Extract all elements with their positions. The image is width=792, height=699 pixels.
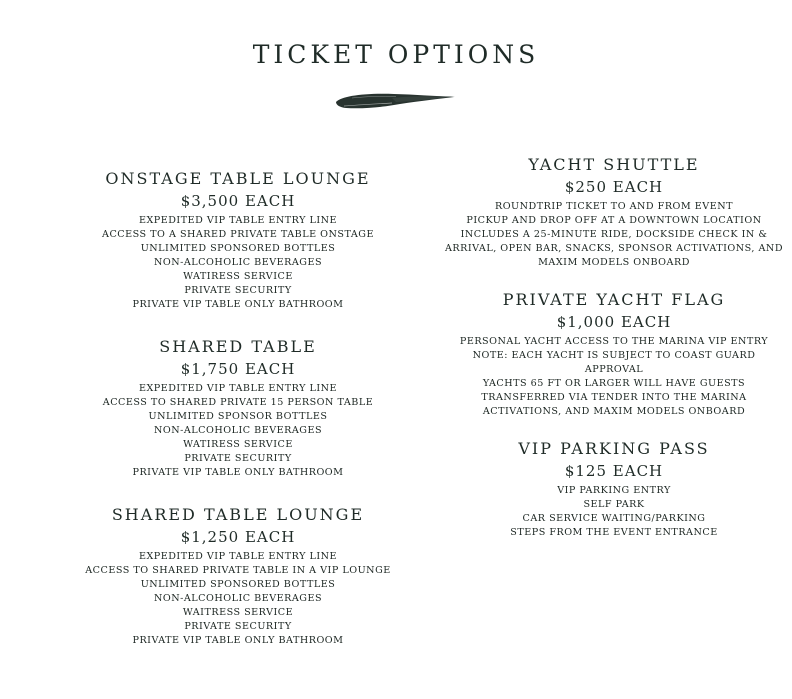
- ticket-feature: ACCESS TO SHARED PRIVATE 15 PERSON TABLE: [102, 397, 374, 408]
- ticket-name: SHARED TABLE: [159, 337, 317, 356]
- ticket-feature: PRIVATE SECURITY: [184, 453, 292, 464]
- ticket-name: PRIVATE YACHT FLAG: [502, 290, 726, 309]
- ticket-feature: PRIVATE VIP TABLE ONLY BATHROOM: [132, 467, 344, 478]
- ticket-feature: NON-ALCOHOLIC BEVERAGES: [153, 425, 323, 436]
- ticket-onstage-table-lounge: [38, 168, 438, 312]
- ticket-feature: EXPEDITED VIP TABLE ENTRY LINE: [138, 215, 338, 226]
- ticket-feature: PRIVATE SECURITY: [184, 621, 292, 632]
- ticket-feature: WATIRESS SERVICE: [183, 439, 293, 450]
- ticket-name: SHARED TABLE LOUNGE: [111, 505, 365, 524]
- ticket-feature: WATIRESS SERVICE: [183, 271, 293, 282]
- left-column: [38, 168, 438, 648]
- ticket-name: YACHT SHUTTLE: [528, 155, 700, 174]
- ticket-feature: NON-ALCOHOLIC BEVERAGES: [153, 593, 323, 604]
- ticket-feature: ACCESS TO SHARED PRIVATE TABLE IN A VIP LOUNGE: [85, 565, 391, 576]
- ticket-private-yacht-flag: [414, 289, 792, 419]
- ticket-feature: ACTIVATIONS, AND MAXIM MODELS ONBOARD: [482, 406, 746, 417]
- ticket-feature: INCLUDES A 25-MINUTE RIDE, DOCKSIDE CHECK IN &: [460, 229, 768, 240]
- ticket-feature: ROUNDTRIP TICKET TO AND FROM EVENT: [494, 201, 734, 212]
- ticket-feature: TRANSFERRED VIA TENDER INTO THE MARINA: [481, 392, 747, 403]
- ticket-feature: UNLIMITED SPONSORED BOTTLES: [140, 579, 336, 590]
- ticket-name: VIP PARKING PASS: [518, 439, 710, 458]
- ticket-price: $1,750 EACH: [180, 360, 296, 378]
- ticket-shared-table: [38, 336, 438, 480]
- ticket-feature: ACCESS TO A SHARED PRIVATE TABLE ONSTAGE: [102, 229, 374, 240]
- ticket-price: $3,500 EACH: [180, 192, 296, 210]
- ticket-feature: APPROVAL: [584, 364, 644, 375]
- ticket-price: $125 EACH: [564, 462, 664, 480]
- ticket-shared-table-lounge: [38, 504, 438, 648]
- ticket-feature: ARRIVAL, OPEN BAR, SNACKS, SPONSOR ACTIVATIONS, AND: [444, 243, 784, 254]
- ticket-feature: EXPEDITED VIP TABLE ENTRY LINE: [138, 551, 338, 562]
- ticket-feature: YACHTS 65 FT OR LARGER WILL HAVE GUESTS: [482, 378, 746, 389]
- ticket-feature: VIP PARKING ENTRY: [557, 485, 671, 496]
- ticket-feature: UNLIMITED SPONSORED BOTTLES: [140, 243, 336, 254]
- ticket-feature: EXPEDITED VIP TABLE ENTRY LINE: [138, 383, 338, 394]
- ticket-feature: CAR SERVICE WAITING/PARKING: [522, 513, 706, 524]
- brush-stroke-divider: [334, 90, 456, 112]
- ticket-yacht-shuttle: [414, 154, 792, 270]
- ticket-feature: PICKUP AND DROP OFF AT A DOWNTOWN LOCATION: [466, 215, 762, 226]
- ticket-feature: PRIVATE VIP TABLE ONLY BATHROOM: [132, 299, 344, 310]
- ticket-price: $1,250 EACH: [180, 528, 296, 546]
- ticket-feature: PRIVATE VIP TABLE ONLY BATHROOM: [132, 635, 344, 646]
- ticket-feature: PERSONAL YACHT ACCESS TO THE MARINA VIP ENTRY: [459, 336, 769, 347]
- ticket-feature: NOTE: EACH YACHT IS SUBJECT TO COAST GUARD: [472, 350, 756, 361]
- ticket-name: ONSTAGE TABLE LOUNGE: [105, 169, 371, 188]
- page-title: TICKET OPTIONS: [252, 40, 540, 69]
- ticket-feature: UNLIMITED SPONSOR BOTTLES: [148, 411, 328, 422]
- ticket-price: $1,000 EACH: [556, 313, 672, 331]
- right-column: [414, 154, 792, 540]
- ticket-price: $250 EACH: [564, 178, 664, 196]
- ticket-feature: SELF PARK: [583, 499, 645, 510]
- ticket-feature: STEPS FROM THE EVENT ENTRANCE: [510, 527, 718, 538]
- ticket-feature: PRIVATE SECURITY: [184, 285, 292, 296]
- ticket-feature: NON-ALCOHOLIC BEVERAGES: [153, 257, 323, 268]
- ticket-feature: MAXIM MODELS ONBOARD: [538, 257, 690, 268]
- ticket-feature: WAITRESS SERVICE: [182, 607, 294, 618]
- ticket-vip-parking-pass: [414, 438, 792, 540]
